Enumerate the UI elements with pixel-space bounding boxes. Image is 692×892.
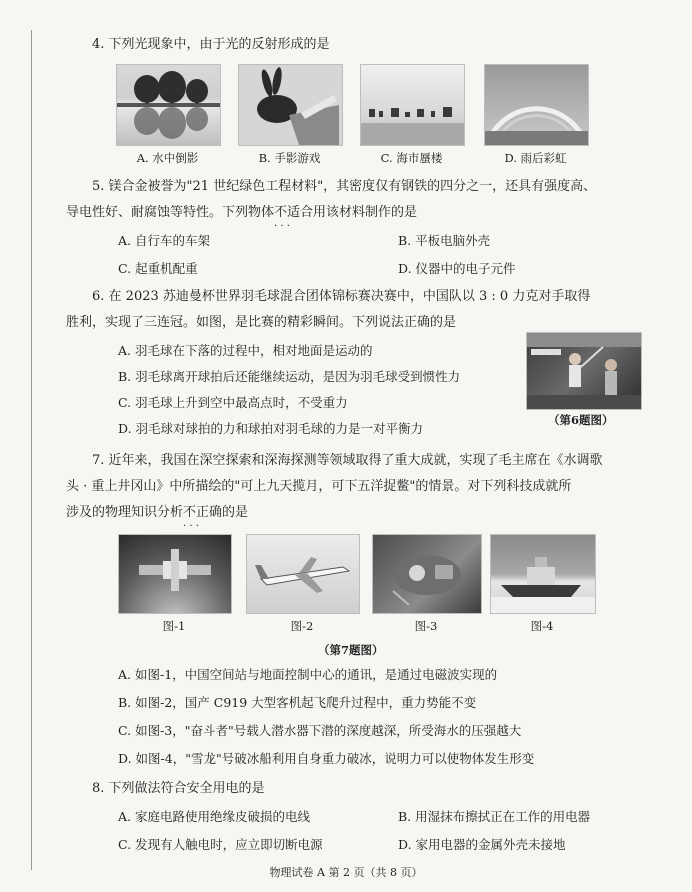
q7-option-c: C. 如图-3，"奋斗者"号载人潜水器下潜的深度越深，所受海水的压强越大 bbox=[118, 723, 522, 738]
q7-option-d: D. 如图-4，"雪龙"号破冰船利用自身重力破冰，说明力可以使物体发生形变 bbox=[118, 751, 535, 766]
q6-option-a: A. 羽毛球在下落的过程中，相对地面是运动的 bbox=[118, 343, 373, 358]
q4-caption-c: C. 海市蜃楼 bbox=[380, 151, 443, 165]
q7-option-b: B. 如图-2，国产 C919 大型客机起飞爬升过程中，重力势能不变 bbox=[118, 695, 477, 710]
q5-option-b: B. 平板电脑外壳 bbox=[398, 233, 491, 248]
q7-stem-line3 bbox=[66, 504, 248, 522]
hand-shadow-photo bbox=[238, 64, 343, 146]
icebreaker-photo bbox=[490, 534, 596, 614]
q4-caption-b: B. 手影游戏 bbox=[258, 151, 321, 165]
q5-stem-line1: 5. 镁合金被誉为"21 世纪绿色工程材料"，其密度仅有钢铁的四分之一，还具有强度高、 bbox=[92, 179, 597, 194]
reflection-photo bbox=[116, 64, 221, 146]
submersible-icon bbox=[373, 535, 481, 613]
q7-caption-2: 图-2 bbox=[290, 619, 314, 633]
mirage-photo bbox=[360, 64, 465, 146]
rainbow-icon bbox=[485, 65, 588, 145]
q7-stem-line1: 7. 近年来，我国在深空探索和深海探测等领域取得了重大成就，实现了毛主席在《水调歌 bbox=[92, 453, 603, 468]
q6-option-b: B. 羽毛球离开球拍后还能继续运动，是因为羽毛球受到惯性力 bbox=[118, 369, 461, 384]
q8-option-a: A. 家庭电路使用绝缘皮破损的电线 bbox=[118, 809, 310, 824]
q7-stem-part-b: 的是 bbox=[222, 505, 249, 520]
airplane-icon bbox=[247, 535, 359, 613]
q7-caption-1: 图-1 bbox=[162, 619, 186, 633]
rabbit-shadow-icon bbox=[239, 65, 342, 145]
q5-stem-part-a: 导电性好、耐腐蚀等特性。下列物体 bbox=[66, 205, 275, 220]
q7-option-a: A. 如图-1，中国空间站与地面控制中心的通讯，是通过电磁波实现的 bbox=[118, 667, 498, 682]
space-station-photo bbox=[118, 534, 232, 614]
rainbow-photo bbox=[484, 64, 589, 146]
q6-stem-line2: 胜利，实现了三连冠。如图，是比赛的精彩瞬间。下列说法正确的是 bbox=[66, 315, 457, 330]
q7-caption-4: 图-4 bbox=[530, 619, 554, 633]
q7-figure-label: （第7题图） bbox=[318, 643, 384, 657]
c919-photo bbox=[246, 534, 360, 614]
q4-caption-a: A. 水中倒影 bbox=[136, 151, 199, 165]
q5-option-a: A. 自行车的车架 bbox=[118, 233, 210, 248]
q4-caption-d: D. 雨后彩虹 bbox=[504, 151, 567, 165]
q4-stem: 4. 下列光现象中，由于光的反射形成的是 bbox=[92, 37, 330, 52]
page-footer: 物理试卷 A 第 2 页（共 8 页） bbox=[269, 866, 423, 879]
badminton-players-icon bbox=[527, 333, 641, 409]
q5-emphasis: 不适合 · · · bbox=[274, 205, 313, 220]
q8-option-c: C. 发现有人触电时，应立即切断电源 bbox=[118, 837, 323, 852]
q8-option-d: D. 家用电器的金属外壳未接地 bbox=[398, 837, 566, 852]
submersible-photo bbox=[372, 534, 482, 614]
q7-emphasis: 不正确 · · · bbox=[183, 505, 222, 520]
margin-line bbox=[31, 30, 32, 870]
q7-stem-part-a: 涉及的物理知识分析 bbox=[66, 505, 184, 520]
q8-option-b: B. 用湿抹布擦拭正在工作的用电器 bbox=[398, 809, 591, 824]
q5-stem-part-b: 用该材料制作的是 bbox=[313, 205, 418, 220]
q5-option-c: C. 起重机配重 bbox=[118, 261, 198, 276]
q6-figure-label: （第6题图） bbox=[548, 413, 614, 427]
q5-stem-line2 bbox=[66, 204, 417, 222]
icebreaker-ship-icon bbox=[491, 535, 595, 613]
badminton-photo bbox=[526, 332, 642, 410]
q5-option-d: D. 仪器中的电子元件 bbox=[398, 261, 516, 276]
q7-stem-line2: 头 · 重上井冈山》中所描绘的"可上九天揽月，可下五洋捉鳖"的情景。对下列科技成就所 bbox=[66, 479, 572, 494]
q6-option-c: C. 羽毛球上升到空中最高点时，不受重力 bbox=[118, 395, 348, 410]
tree-reflection-icon bbox=[117, 65, 220, 145]
q7-caption-3: 图-3 bbox=[414, 619, 438, 633]
space-station-icon bbox=[119, 535, 231, 613]
mirage-icon bbox=[361, 65, 464, 145]
q8-stem: 8. 下列做法符合安全用电的是 bbox=[92, 781, 265, 796]
q6-stem-line1: 6. 在 2023 苏迪曼杯世界羽毛球混合团体锦标赛决赛中，中国队以 3 : 0 力克对手取得 bbox=[92, 289, 591, 304]
q6-option-d: D. 羽毛球对球拍的力和球拍对羽毛球的力是一对平衡力 bbox=[118, 421, 424, 436]
